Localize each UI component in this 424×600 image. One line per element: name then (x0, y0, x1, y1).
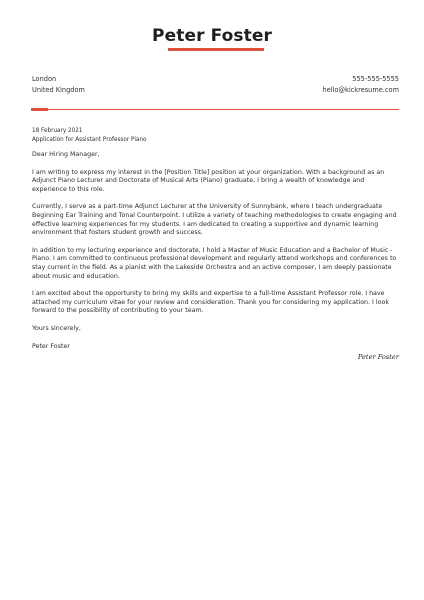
letter-date: 18 February 2021 (32, 128, 83, 134)
letter-subject: Application for Assistant Professor Piano (32, 136, 147, 143)
contact-email: hello@kickresume.com (322, 85, 399, 94)
letter-meta (32, 127, 146, 144)
letter-signoff-name: Peter Foster (32, 342, 70, 350)
contact-city: London (32, 75, 57, 83)
letter-paragraph: I am writing to express my interest in the [Position Title] position at your organization. With a background as an Adjunct Piano Lecturer and Doctorate of Musical Arts (Piano) graduate, I bring a wealth of knowledge and experience to this role. (32, 168, 385, 193)
letter-paragraph: I am excited about the opportunity to bring my skills and expertise to a full-time Assistant Professor role. I have attached my curriculum vitae for your review and consideration. Thank you for considering my application. I look forward to the possibility of contributing to your team. (32, 290, 389, 315)
name-underline (168, 48, 264, 51)
contact-details (322, 74, 399, 95)
letter-body (32, 151, 398, 360)
signature: Peter Foster (357, 353, 399, 361)
header-divider (31, 109, 399, 110)
applicant-name: Peter Foster (152, 26, 272, 46)
letter-closing: Yours sincerely, (32, 324, 81, 332)
contact-country: United Kingdom (32, 85, 85, 94)
letter-greeting: Dear Hiring Manager, (32, 151, 100, 158)
contact-phone: 555-555-5555 (352, 75, 399, 83)
header-divider-accent (31, 108, 48, 111)
letter-paragraph: In addition to my lecturing experience and doctorate, I hold a Master of Music Education and a Bachelor of Music - Piano. I am committed to continuous professional development and regularly attend workshops and conferences to stay current in the field. As a pianist with the Lakeside Orchestra and an active composer, I am deeply passionate about music and education. (32, 246, 397, 280)
contact-location (32, 74, 85, 95)
letter-paragraph: Currently, I serve as a part-time Adjunct Lecturer at the University of Sunnybank, where I teach undergraduate Beginning Ear Training and Tonal Counterpoint. I utilize a variety of teaching methodologies to create engaging and effective learning experiences for my students. I am dedicated to creating a supportive and dynamic learning environment that fosters student growth and success. (32, 203, 397, 237)
